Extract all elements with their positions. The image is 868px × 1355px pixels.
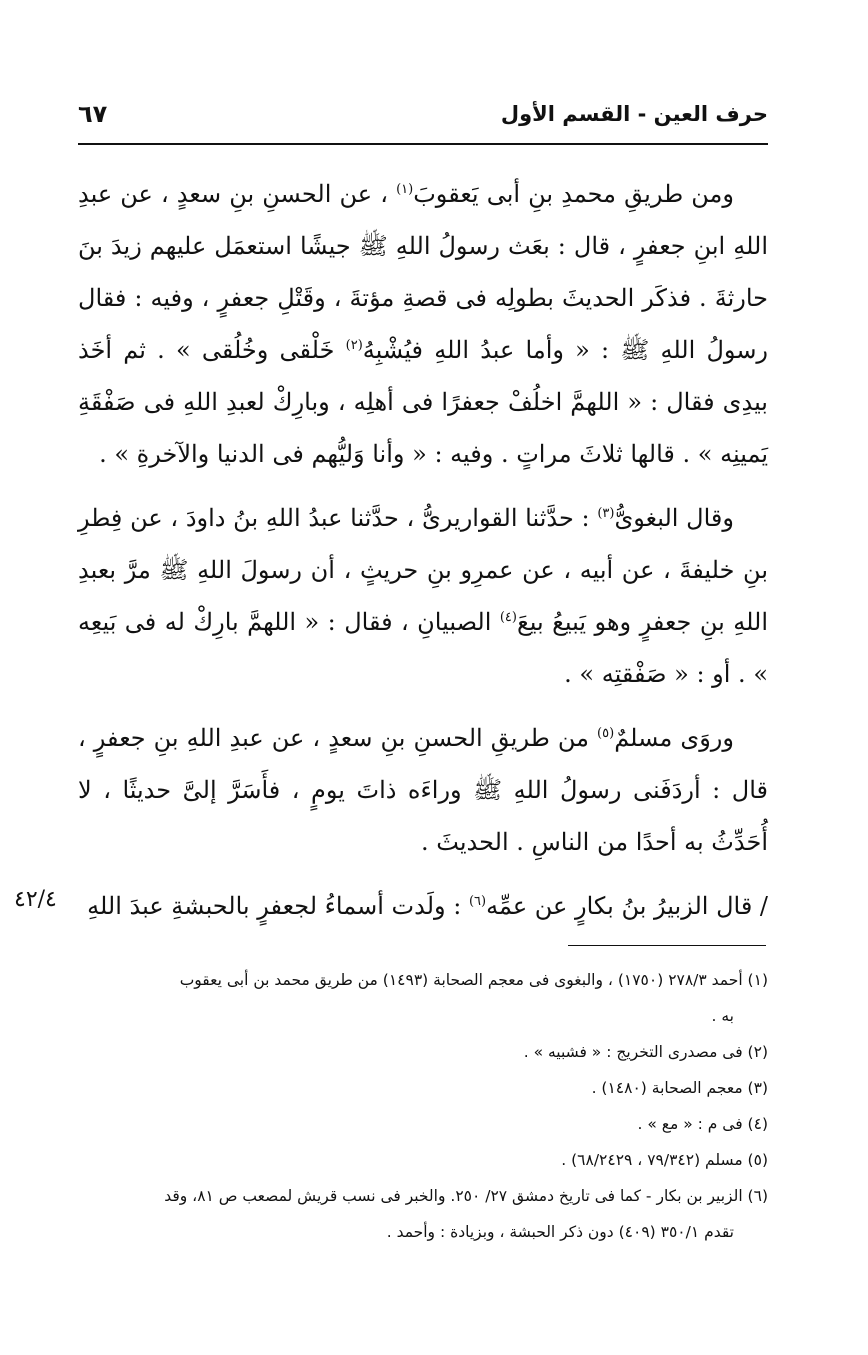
footnote-ref-5[interactable]: (٥) — [597, 726, 615, 741]
footnote-ref-4[interactable]: (٤) — [499, 610, 517, 625]
footnote-rule — [568, 945, 766, 946]
paragraph-2 — [78, 492, 768, 700]
footnote-ref-1[interactable]: (١) — [396, 182, 414, 197]
footnote-line: (١) أحمد ٢٧٨/٣ (١٧٥٠) ، والبغوى فى معجم الصحابة (١٤٩٣) من طريق محمد بن أبى يعقوب — [179, 971, 768, 989]
footnotes — [78, 962, 768, 1250]
main-text — [78, 168, 768, 944]
text-span: / قال الزبيرُ بنُ بكارٍ عن عمِّه — [486, 892, 768, 920]
footnote-5 — [78, 1142, 768, 1178]
footnote-line: (٥) مسلم (٧٩/٣٤٢ ، ٦٨/٢٤٢٩) . — [561, 1151, 768, 1169]
footnote-line: تقدم ٣٥٠/١ (٤٠٩) دون ذكر الحبشة ، وبزيادة : وأحمد . — [386, 1223, 734, 1241]
footnote-1 — [78, 962, 768, 1034]
footnote-ref-2[interactable]: (٢) — [345, 338, 363, 353]
paragraph-4 — [78, 880, 768, 932]
text-span: من طريقِ الحسنِ بنِ سعدٍ ، عن عبدِ اللهِ بنِ جعفرٍ ، قال : أردَفَنى رسولُ اللهِ ﷺ وراءَه ذاتَ يومٍ ، فأَسَرَّ إلىَّ حديثًا ، لا أُحَدِّثُ به أحدًا من الناسِ . الحديثَ . — [78, 724, 768, 856]
footnote-2 — [78, 1034, 768, 1070]
footnote-3 — [78, 1070, 768, 1106]
folio-marker: ٤٢/٤ — [14, 887, 57, 912]
header-rule — [78, 143, 768, 145]
text-span: وقال البغوىُّ — [614, 504, 734, 532]
footnote-line: به . — [711, 1007, 734, 1025]
page-header — [78, 96, 768, 132]
text-span: الصبيانِ ، فقال : « اللهمَّ بارِكْ له فى بَيعِه » . أو : « صَفْقتِه » . — [78, 608, 768, 688]
footnote-line: (٢) فى مصدرى التخريج : « فشبيه » . — [523, 1043, 768, 1061]
footnote-line: (٣) معجم الصحابة (١٤٨٠) . — [591, 1079, 768, 1097]
text-span: : حدَّثنا القواريرىُّ ، حدَّثنا عبدُ اللهِ بنُ داودَ ، عن فِطرِ بنِ خليفةَ ، عن أبيه ، عن عمرِو بنِ حريثٍ ، أن رسولَ اللهِ ﷺ مرَّ بعبدِ اللهِ بنِ جعفرٍ وهو يَبيعُ بيعَ — [78, 504, 768, 636]
paragraph-1 — [78, 168, 768, 480]
footnote-line: (٦) الزبير بن بكار - كما فى تاريخ دمشق ٢٧/ ٢٥٠. والخبر فى نسب قريش لمصعب ص ٨١، وقد — [164, 1187, 768, 1205]
paragraph-3 — [78, 712, 768, 868]
text-span: ، عن الحسنِ بنِ سعدٍ ، عن عبدِ اللهِ ابنِ جعفرٍ ، قال : بعَث رسولُ اللهِ ﷺ جيشًا استعمَل عليهم زيدَ بنَ حارثةَ . فذكَر الحديثَ بطولِه فى قصةِ مؤتةَ ، وقَتْلِ جعفرٍ ، وفيه : فقال رسولُ اللهِ ﷺ : « وأما عبدُ اللهِ فيُشْبِهُ — [78, 180, 769, 364]
text-span: ومن طريقِ محمدِ بنِ أبى يَعقوبَ — [413, 180, 734, 208]
text-span: وروَى مسلمٌ — [614, 724, 734, 752]
page-number: ٦٧ — [78, 100, 108, 128]
footnote-line: (٤) فى م : « مع » . — [637, 1115, 768, 1133]
footnote-6 — [78, 1178, 768, 1250]
text-span: : ولَدت أسماءُ لجعفرٍ بالحبشةِ عبدَ اللهِ — [87, 892, 469, 920]
footnote-4 — [78, 1106, 768, 1142]
running-title: حرف العين - القسم الأول — [500, 102, 768, 126]
footnote-ref-3[interactable]: (٣) — [597, 506, 615, 521]
footnote-ref-6[interactable]: (٦) — [468, 894, 487, 909]
text-span: خَلْقى وخُلُقى » . ثم أخَذ بيدِى فقال : « اللهمَّ اخلُفْ جعفرًا فى أهلِه ، وبارِكْ لعبدِ اللهِ فى صَفْقَةِ يَمينِه » . قالها ثلاثَ مراتٍ . وفيه : « وأنا وَليُّهم فى الدنيا والآخرةِ » . — [78, 336, 768, 468]
